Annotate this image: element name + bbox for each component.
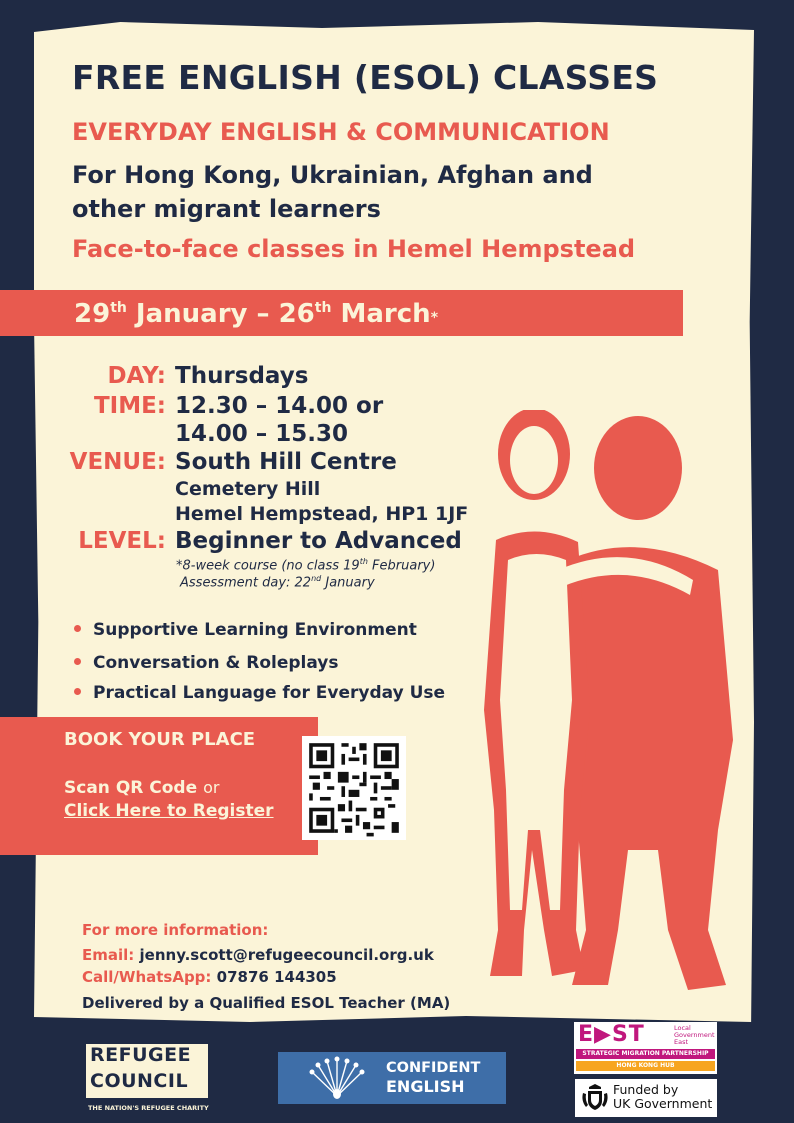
qr-code[interactable]	[302, 736, 406, 840]
refugee-council-word-1: REFUGEE	[90, 1044, 192, 1066]
register-link[interactable]: Click Here to Register	[64, 801, 274, 821]
refugee-council-word-2: COUNCIL	[90, 1070, 189, 1092]
lg-line-1: Local	[674, 1024, 691, 1032]
assessment-note	[180, 574, 375, 590]
date-asterisk: *	[430, 310, 439, 326]
email-value[interactable]: jenny.scott@refugeecouncil.org.uk	[139, 946, 434, 964]
funded-line-1: Funded by	[613, 1082, 679, 1097]
email-label: Email:	[82, 946, 135, 964]
venue-town: Hemel Hempstead, HP1 1JF	[175, 503, 469, 525]
course-note-suffix: th	[359, 557, 368, 566]
time-label: TIME:	[93, 393, 166, 419]
subtitle: EVERYDAY ENGLISH & COMMUNICATION	[72, 118, 610, 146]
qr-code-icon	[302, 736, 406, 840]
end-day-suffix: th	[314, 300, 332, 316]
end-day: 26	[278, 299, 315, 329]
course-note-text: *8-week course (no class 19	[176, 558, 360, 574]
feature-item	[74, 653, 339, 673]
level-label: LEVEL:	[78, 528, 166, 554]
info-heading: For more information:	[82, 921, 269, 939]
feature-item	[74, 620, 417, 640]
lg-line-2: Government	[674, 1031, 715, 1039]
bullet-dot-icon	[74, 658, 81, 665]
feature-text: Conversation & Roleplays	[93, 653, 339, 673]
audience-text	[72, 158, 672, 226]
confident-english-word-1: CONFIDENT	[386, 1060, 481, 1076]
feature-item	[74, 683, 445, 703]
bullet-dot-icon	[74, 625, 81, 632]
time-value-1: 12.30 – 14.00 or	[175, 393, 384, 419]
audience-line-2: other migrant learners	[72, 195, 381, 223]
uk-government-logo	[575, 1079, 717, 1117]
time-value-2: 14.00 – 15.30	[175, 421, 349, 447]
audience-line-1: For Hong Kong, Ukrainian, Afghan and	[72, 161, 593, 189]
level-value: Beginner to Advanced	[175, 528, 462, 554]
lg-line-3: East	[674, 1038, 689, 1046]
assessment-note-text: Assessment day: 22	[180, 575, 312, 591]
page-title: FREE ENGLISH (ESOL) CLASSES	[72, 58, 659, 97]
venue-street: Cemetery Hill	[175, 478, 321, 500]
venue-label: VENUE:	[69, 449, 166, 475]
refugee-council-logo	[82, 1040, 214, 1116]
feature-text: Supportive Learning Environment	[93, 620, 417, 640]
hong-kong-hub-band: HONG KONG HUB	[576, 1061, 715, 1071]
phone-value[interactable]: 07876 144305	[216, 968, 337, 986]
royal-crest-icon	[581, 1083, 609, 1113]
venue-name: South Hill Centre	[175, 449, 397, 475]
funded-line-2: UK Government	[613, 1096, 713, 1111]
strategic-migration-band: STRATEGIC MIGRATION PARTNERSHIP	[576, 1049, 715, 1059]
bullet-dot-icon	[74, 688, 81, 695]
day-label: DAY:	[107, 363, 166, 389]
feature-text: Practical Language for Everyday Use	[93, 683, 446, 703]
start-day: 29	[74, 299, 111, 329]
date-range	[74, 299, 438, 329]
phone-line	[82, 968, 337, 986]
lg-east-logo	[574, 1022, 717, 1074]
scan-instruction	[64, 778, 219, 798]
or-text: or	[203, 778, 220, 797]
course-note	[176, 557, 435, 573]
refugee-council-tagline: THE NATION'S REFUGEE CHARITY	[88, 1104, 209, 1112]
peacock-icon	[302, 1056, 372, 1100]
end-month: March	[340, 299, 431, 329]
embracing-figures-illustration	[468, 410, 758, 1010]
local-government-east-text	[674, 1025, 715, 1046]
scan-text: Scan QR Code	[64, 778, 198, 798]
east-wordmark: E▶ST	[578, 1022, 645, 1047]
course-note-month: February)	[367, 558, 436, 574]
confident-english-word-2: ENGLISH	[386, 1077, 465, 1096]
phone-label: Call/WhatsApp:	[82, 968, 212, 986]
start-day-suffix: th	[110, 300, 127, 316]
assessment-note-month: January	[321, 575, 375, 591]
assessment-note-suffix: nd	[311, 574, 322, 583]
start-month: January –	[135, 299, 270, 329]
confident-english-logo	[278, 1052, 506, 1104]
teacher-credential: Delivered by a Qualified ESOL Teacher (MA)	[82, 994, 451, 1012]
location-text: Face-to-face classes in Hemel Hempstead	[72, 235, 636, 263]
email-line	[82, 946, 434, 964]
booking-title: BOOK YOUR PLACE	[64, 729, 256, 750]
funded-by-text	[613, 1083, 712, 1111]
day-value: Thursdays	[175, 363, 309, 389]
